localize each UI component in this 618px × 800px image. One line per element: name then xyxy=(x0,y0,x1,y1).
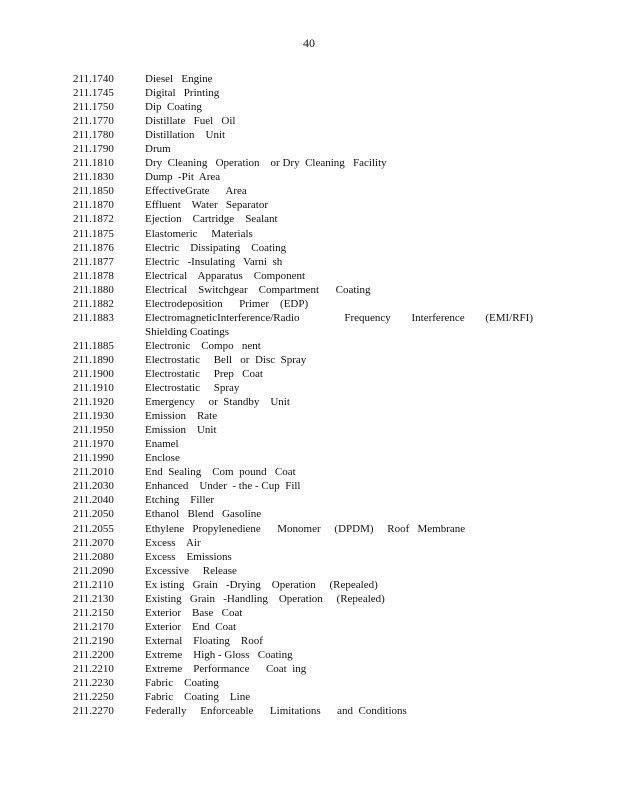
section-term: Fabric Coating Line xyxy=(145,691,251,704)
list-item xyxy=(73,564,533,578)
section-term: Electric -Insulating Varni sh xyxy=(145,255,283,268)
section-term: Electrostatic Spray xyxy=(145,382,240,395)
list-item xyxy=(73,662,533,676)
section-term: Enamel xyxy=(145,438,179,451)
section-number: 211.1970 xyxy=(73,438,114,451)
section-number: 211.1900 xyxy=(73,367,114,380)
section-term: Emission Rate xyxy=(145,410,218,423)
section-term: Diesel Engine xyxy=(145,73,213,85)
list-item xyxy=(73,297,533,311)
section-term: Ex isting Grain -Drying Operation (Repealed) xyxy=(145,578,378,591)
section-term: Fabric Coating xyxy=(145,677,219,690)
section-number: 211.2190 xyxy=(73,634,114,647)
section-term: Ethylene Propylenediene Monomer (DPDM) Roof Membrane xyxy=(145,522,466,535)
list-item xyxy=(73,522,533,536)
section-number: 211.2130 xyxy=(73,592,114,605)
list-item xyxy=(73,311,550,339)
section-number: 211.1890 xyxy=(73,353,114,366)
list-item xyxy=(73,690,533,704)
section-term: ElectromagneticInterference/Radio Frequency Interference (EMI/RFI) Shielding Coatings xyxy=(145,311,550,338)
section-number: 211.2250 xyxy=(73,691,114,704)
section-number: 211.1880 xyxy=(73,283,114,296)
list-item xyxy=(73,156,533,170)
list-item xyxy=(73,255,533,269)
section-number: 211.2200 xyxy=(73,648,114,661)
section-number: 211.1830 xyxy=(73,171,114,184)
section-term: Ethanol Blend Gasoline xyxy=(145,508,262,521)
list-item xyxy=(73,86,533,100)
section-number: 211.1740 xyxy=(73,73,114,85)
section-term: Extreme High - Gloss Coating xyxy=(145,648,293,661)
section-term: Emission Unit xyxy=(145,424,217,437)
list-item xyxy=(73,198,533,212)
list-item xyxy=(73,72,533,86)
section-term: Federally Enforceable Limitations and Conditions xyxy=(145,705,407,718)
section-term: External Floating Roof xyxy=(145,634,263,647)
section-number: 211.1745 xyxy=(73,87,114,100)
section-number: 211.2055 xyxy=(73,522,114,535)
section-term: Enhanced Under - the - Cup Fill xyxy=(145,480,301,493)
list-item xyxy=(73,241,533,255)
section-term: Effluent Water Separator xyxy=(145,199,269,212)
section-term: Electrostatic Prep Coat xyxy=(145,367,263,380)
section-number: 211.1930 xyxy=(73,410,114,423)
list-item xyxy=(73,142,533,156)
section-term: Distillate Fuel Oil xyxy=(145,115,236,128)
section-number: 211.2270 xyxy=(73,705,114,718)
list-item xyxy=(73,269,533,283)
list-item xyxy=(73,676,533,690)
section-term: Electrodeposition Primer (EDP) xyxy=(145,297,309,310)
list-item xyxy=(73,479,533,493)
section-number: 211.2050 xyxy=(73,508,114,521)
section-term: Electrostatic Bell or Disc Spray xyxy=(145,353,307,366)
section-term: Digital Printing xyxy=(145,87,220,100)
list-item xyxy=(73,184,533,198)
definition-list xyxy=(73,72,550,718)
section-number: 211.1810 xyxy=(73,157,114,170)
section-number: 211.1882 xyxy=(73,297,114,310)
list-item xyxy=(73,170,533,184)
list-item xyxy=(73,493,533,507)
section-number: 211.2010 xyxy=(73,466,114,479)
list-item xyxy=(73,100,533,114)
section-number: 211.1875 xyxy=(73,227,114,240)
section-number: 211.1950 xyxy=(73,424,114,437)
section-term: Ejection Cartridge Sealant xyxy=(145,213,278,226)
section-term: Electric Dissipating Coating xyxy=(145,241,287,254)
section-term: Emergency or Standby Unit xyxy=(145,396,290,409)
list-item xyxy=(73,606,533,620)
section-term: Excess Emissions xyxy=(145,550,232,563)
section-number: 211.2070 xyxy=(73,536,114,549)
list-item xyxy=(73,395,533,409)
section-term: End Sealing Com pound Coat xyxy=(145,466,296,479)
section-term: Distillation Unit xyxy=(145,129,226,142)
section-number: 211.2150 xyxy=(73,606,114,619)
section-number: 211.2090 xyxy=(73,564,114,577)
list-item xyxy=(73,381,533,395)
section-term: Existing Grain -Handling Operation (Repealed) xyxy=(145,592,385,605)
section-number: 211.1790 xyxy=(73,143,114,156)
section-number: 211.1885 xyxy=(73,339,114,352)
list-item xyxy=(73,620,533,634)
section-term: EffectiveGrate Area xyxy=(145,185,247,198)
list-item xyxy=(73,128,533,142)
list-item xyxy=(73,648,533,662)
list-item xyxy=(73,423,533,437)
section-term: Electrical Switchgear Compartment Coating xyxy=(145,283,371,296)
section-number: 211.1770 xyxy=(73,115,114,128)
list-item xyxy=(73,437,533,451)
section-number: 211.2230 xyxy=(73,677,114,690)
section-number: 211.1876 xyxy=(73,241,114,254)
section-number: 211.1750 xyxy=(73,101,114,114)
section-number: 211.2080 xyxy=(73,550,114,563)
section-term: Dump -Pit Area xyxy=(145,171,221,184)
section-term: Dry Cleaning Operation or Dry Cleaning Facility xyxy=(145,157,387,170)
list-item xyxy=(73,212,533,226)
section-term: Electrical Apparatus Component xyxy=(145,269,306,282)
section-term: Exterior End Coat xyxy=(145,620,237,633)
list-item xyxy=(73,353,533,367)
section-number: 211.2170 xyxy=(73,620,114,633)
section-number: 211.1990 xyxy=(73,452,114,465)
section-number: 211.1850 xyxy=(73,185,114,198)
section-term: Drum xyxy=(145,143,171,156)
list-item xyxy=(73,339,533,353)
section-number: 211.2210 xyxy=(73,662,114,675)
list-item xyxy=(73,704,533,718)
list-item xyxy=(73,283,533,297)
section-term: Exterior Base Coat xyxy=(145,606,243,619)
list-item xyxy=(73,592,533,606)
list-item xyxy=(73,536,533,550)
section-term: Extreme Performance Coat ing xyxy=(145,662,307,675)
page-number: 40 xyxy=(303,36,315,50)
section-term: Excessive Release xyxy=(145,564,237,577)
section-number: 211.1780 xyxy=(73,129,114,142)
section-number: 211.1877 xyxy=(73,255,114,268)
section-number: 211.1910 xyxy=(73,382,114,395)
list-item xyxy=(73,227,533,241)
section-number: 211.2030 xyxy=(73,480,114,493)
list-item xyxy=(73,550,533,564)
list-item xyxy=(73,114,533,128)
section-term: Dip Coating xyxy=(145,101,202,114)
list-item xyxy=(73,367,533,381)
section-term: Enclose xyxy=(145,452,180,465)
section-term: Etching Filler xyxy=(145,494,215,507)
section-term: Electronic Compo nent xyxy=(145,339,261,352)
list-item xyxy=(73,451,533,465)
section-number: 211.1883 xyxy=(73,311,114,324)
list-item xyxy=(73,578,533,592)
section-number: 211.1870 xyxy=(73,199,114,212)
list-item xyxy=(73,465,533,479)
section-term: Elastomeric Materials xyxy=(145,227,253,240)
section-term: Excess Air xyxy=(145,536,201,549)
section-number: 211.2040 xyxy=(73,494,114,507)
section-number: 211.2110 xyxy=(73,578,114,591)
list-item xyxy=(73,634,533,648)
section-number: 211.1878 xyxy=(73,269,114,282)
list-item xyxy=(73,409,533,423)
section-number: 211.1872 xyxy=(73,213,114,226)
section-number: 211.1920 xyxy=(73,396,114,409)
list-item xyxy=(73,507,533,521)
